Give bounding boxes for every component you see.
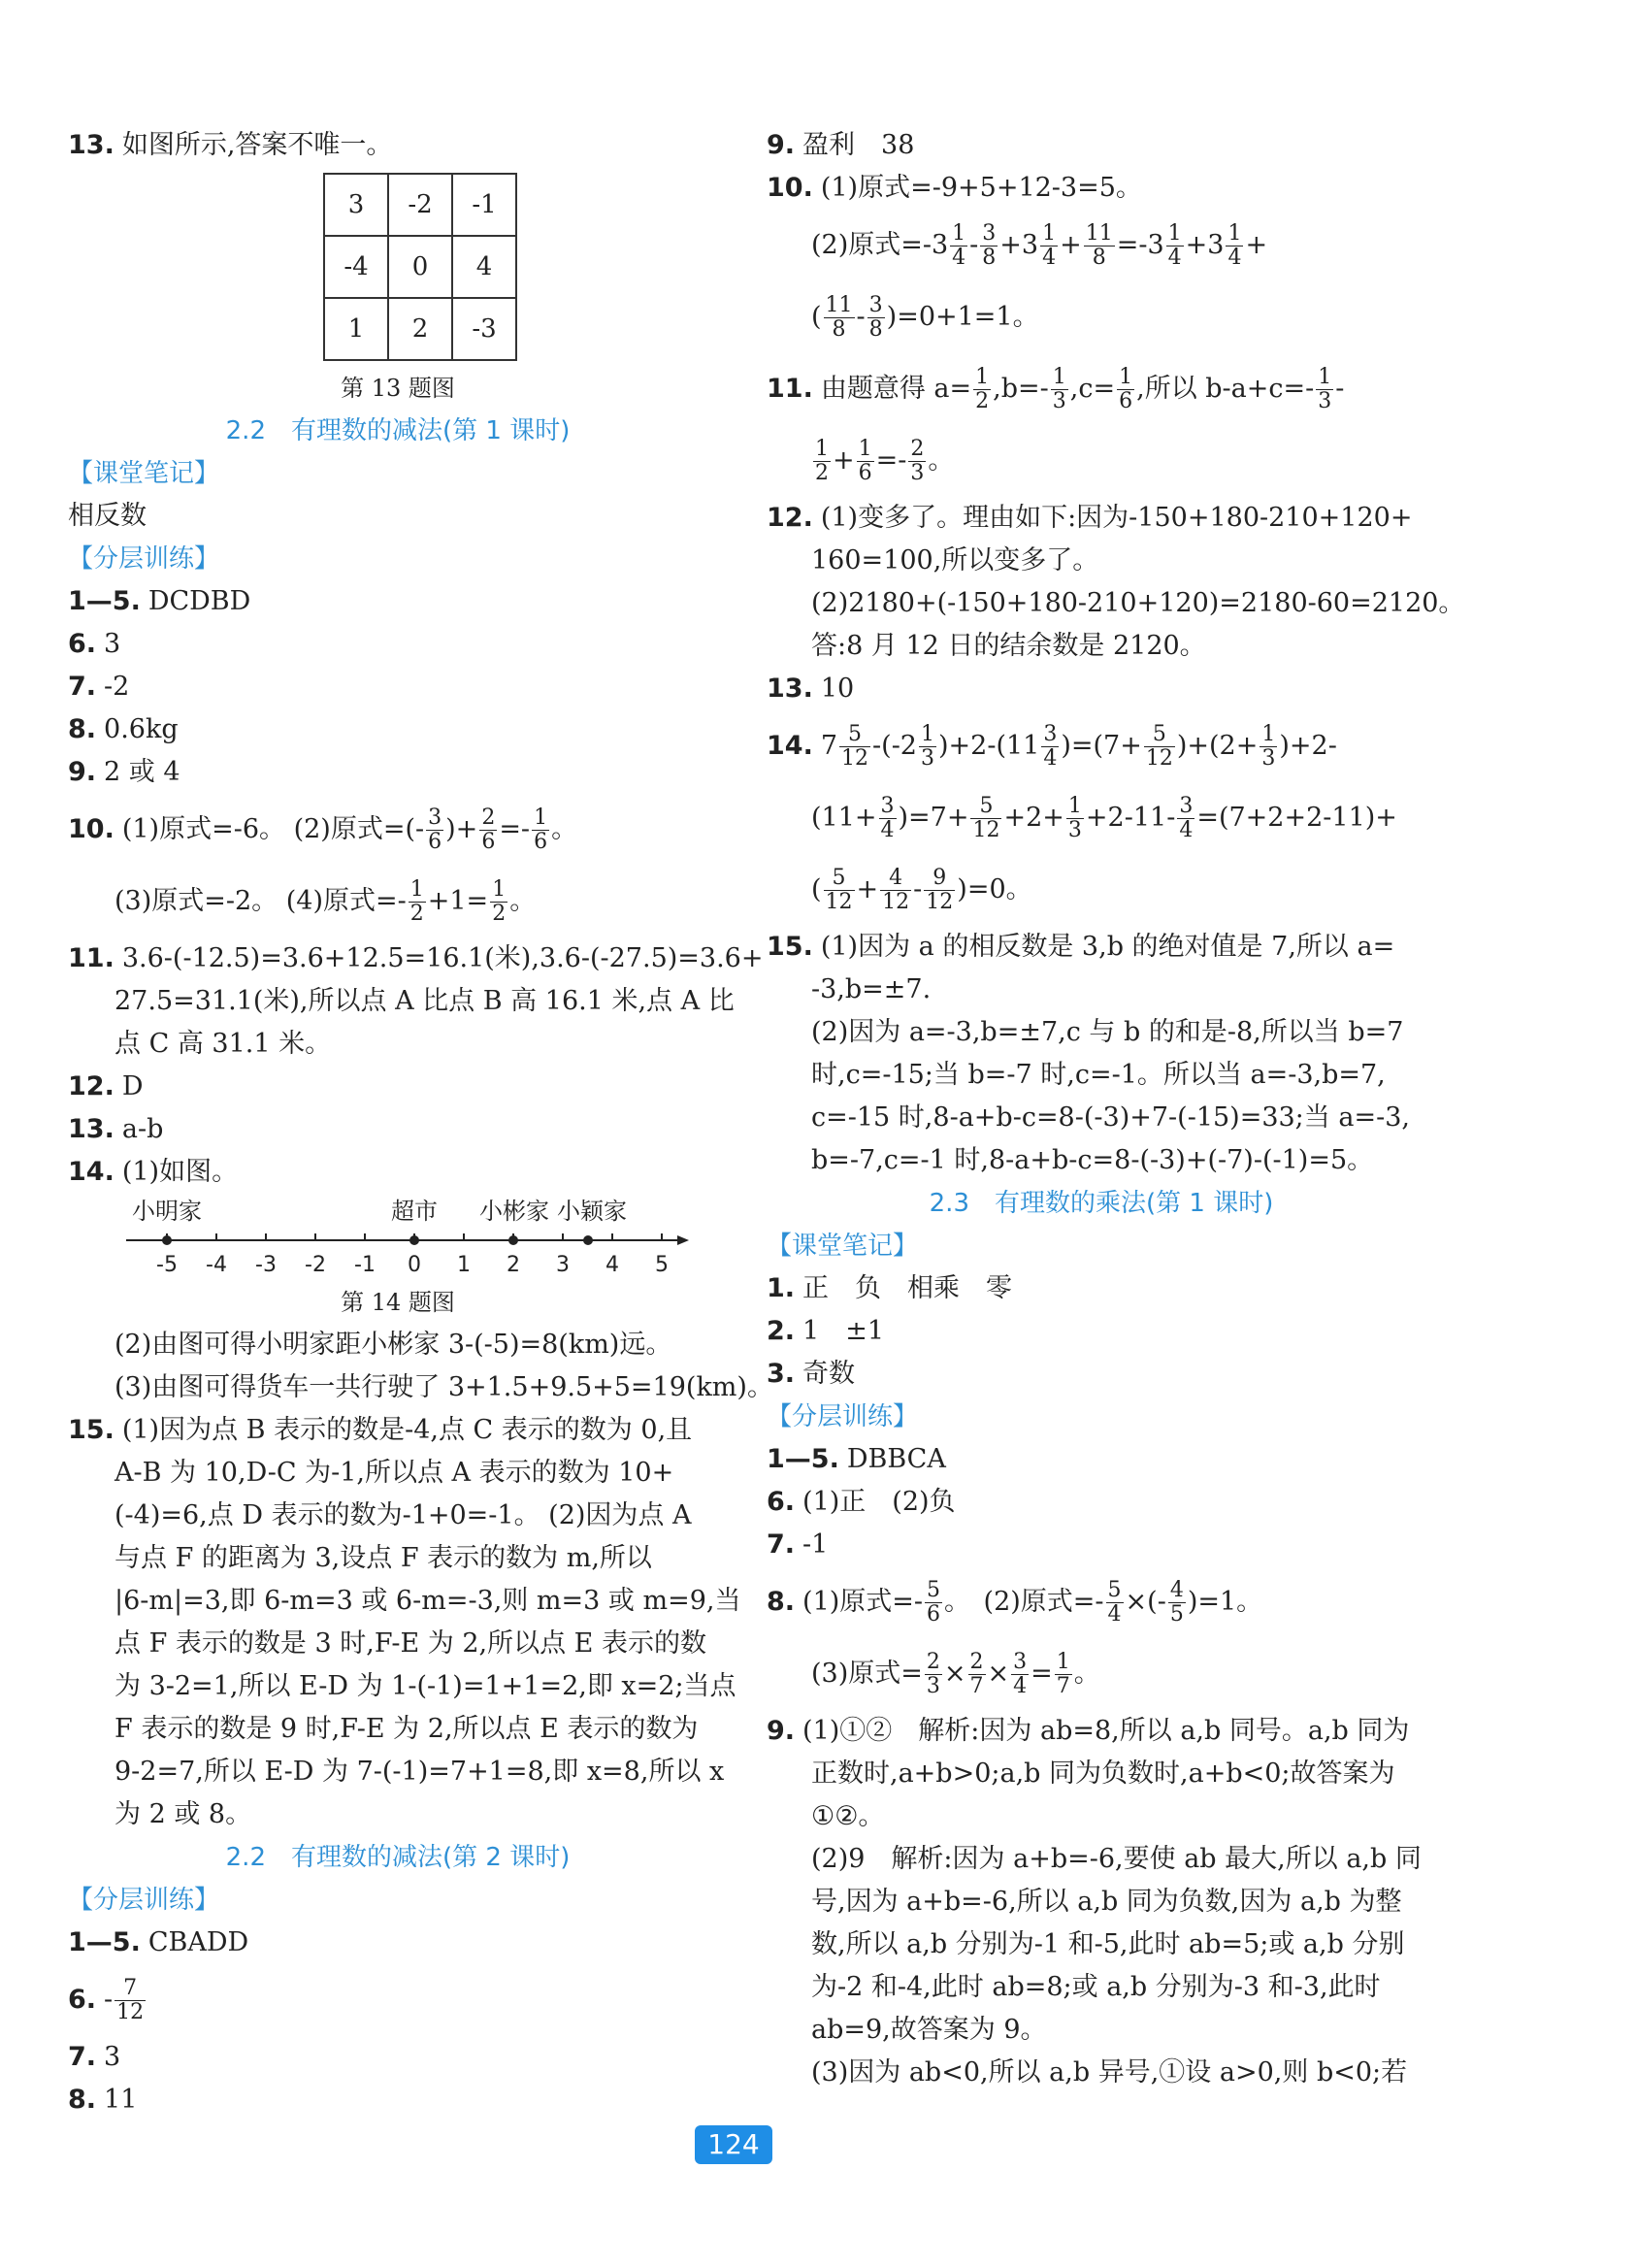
answer-15-line: (-4)=6,点 D 表示的数为-1+0=-1。 (2)因为点 A — [115, 1500, 692, 1530]
answer-12r-line: 答:8 月 12 日的结余数是 2120。 — [811, 631, 1206, 661]
section-title: 2.2 有理数的减法(第 2 课时) — [225, 1843, 571, 1872]
answer-7b: 7. 3 — [68, 2042, 121, 2072]
point-xiaoying — [583, 1235, 593, 1245]
answer-8: 8. 0.6kg — [68, 714, 179, 744]
axis-arrow — [677, 1235, 689, 1245]
fraction: $\frac{1}{3}$ — [921, 722, 934, 771]
label-supermarket: 超市 — [391, 1198, 438, 1225]
grid-cell: 4 — [452, 236, 516, 298]
answer-11-line1: 11. 3.6-(-12.5)=3.6+12.5=16.1(米),3.6-(-27.5)=3.6+ — [68, 943, 764, 973]
answer-6: 6. 3 — [68, 629, 121, 659]
point-xiaoming — [162, 1235, 172, 1245]
tick-label: -4 — [206, 1253, 227, 1277]
answer-15r-line1: 15. (1)因为 a 的相反数是 3,b 的绝对值是 7,所以 a= — [767, 932, 1395, 962]
fraction: $\frac{1}{6}$ — [858, 437, 872, 485]
answer-7: 7. -2 — [68, 672, 130, 702]
answer-12r-line: 160=100,所以变多了。 — [811, 545, 1099, 575]
answer-1-5: 1—5. CBADD — [68, 1927, 249, 1957]
tag-notes: 【课堂笔记】 — [68, 459, 220, 488]
fraction: $\frac{1}{4}$ — [952, 221, 966, 270]
grid-cell: -1 — [452, 174, 516, 236]
point-xiaobin — [508, 1235, 518, 1245]
number-line-figure — [116, 1194, 699, 1281]
notes-answer: 相反数 — [68, 501, 147, 531]
fraction: $\frac{1}{4}$ — [1042, 221, 1057, 270]
fraction: $\frac{5}{12}$ — [1145, 722, 1173, 771]
fraction: $\frac{3}{4}$ — [1043, 722, 1058, 771]
section-title: 2.2 有理数的减法(第 1 课时) — [225, 416, 571, 445]
fraction: $\frac{2}{3}$ — [910, 437, 925, 485]
answer-9r-line: (3)因为 ab<0,所以 a,b 异号,①设 a>0,则 b<0;若 — [811, 2057, 1408, 2087]
answer-15-line: 为 2 或 8。 — [115, 1799, 252, 1829]
fraction: $\frac{2}{7}$ — [969, 1650, 984, 1698]
answer-10r-line2: (2)原式=-3 $\frac{1}{4}$ - $\frac{3}{8}$ +3 $\frac{1}{4}$ + $\frac{11}{8}$ =-3 $\frac{1}{4}$ +3 $\frac{1}{4}$ + — [811, 221, 1268, 270]
fraction: $\frac{1}{3}$ — [1052, 365, 1066, 413]
answer-10-line1: 10. (1)原式=-6。 (2)原式=(- $\frac{3}{6}$ )+ $\frac{2}{6}$ =- $\frac{1}{6}$ 。 — [68, 805, 578, 854]
fraction: $\frac{1}{2}$ — [815, 437, 829, 485]
answer-11-line3: 点 C 高 31.1 米。 — [115, 1029, 332, 1059]
answer-14r-line2: (11+ $\frac{3}{4}$ )=7+ $\frac{5}{12}$ +2+ $\frac{1}{3}$ +2-11- $\frac{3}{4}$ =(7+2+2-11)+ — [811, 794, 1397, 842]
notes-3: 3. 奇数 — [767, 1359, 856, 1389]
answer-9r-line: ①②。 — [811, 1801, 885, 1831]
answer-15-line: A-B 为 10,D-C 为-1,所以点 A 表示的数为 10+ — [115, 1458, 674, 1488]
fraction: $\frac{11}{8}$ — [1085, 221, 1113, 270]
answer-14-line3: (3)由图可得货车一共行驶了 3+1.5+9.5+5=19(km)。 — [115, 1372, 773, 1402]
magic-square-grid — [323, 173, 517, 361]
fraction: $\frac{1}{2}$ — [492, 877, 507, 926]
fraction: $\frac{1}{6}$ — [1119, 365, 1133, 413]
answer-1-5r: 1—5. DBBCA — [767, 1444, 946, 1474]
label-xiaoming: 小明家 — [132, 1198, 202, 1225]
answer-13: 13. 如图所示,答案不唯一。 — [68, 130, 393, 160]
answer-12: 12. D — [68, 1071, 144, 1101]
tag-training: 【分层训练】 — [767, 1402, 919, 1431]
answer-9r-line: 数,所以 a,b 分别为-1 和-5,此时 ab=5;或 a,b 分别 — [811, 1929, 1405, 1959]
fraction: $\frac{3}{8}$ — [982, 221, 997, 270]
grid-cell: 1 — [324, 298, 388, 360]
answer-1-5: 1—5. DCDBD — [68, 586, 251, 616]
fraction: $\frac{3}{4}$ — [1013, 1650, 1028, 1698]
tick-label: 3 — [556, 1253, 570, 1277]
answer-10-line2: (3)原式=-2。 (4)原式=- $\frac{1}{2}$ +1= $\frac{1}{2}$ 。 — [115, 877, 537, 926]
answer-15-line1: 15. (1)因为点 B 表示的数是-4,点 C 表示的数为 0,且 — [68, 1415, 693, 1445]
fraction: $\frac{1}{3}$ — [1067, 794, 1082, 842]
answer-9r-line1: 9. (1)①② 解析:因为 ab=8,所以 a,b 同号。a,b 同为 — [767, 1716, 1410, 1746]
grid-cell: -4 — [324, 236, 388, 298]
answer-13b: 13. a-b — [68, 1114, 164, 1144]
fraction: $\frac{2}{6}$ — [481, 805, 496, 854]
fraction: $\frac{1}{4}$ — [1227, 221, 1242, 270]
tag-training: 【分层训练】 — [68, 544, 220, 574]
fraction: $\frac{4}{5}$ — [1169, 1578, 1184, 1627]
answer-15-line: 9-2=7,所以 E-D 为 7-(-1)=7+1=8,即 x=8,所以 x — [115, 1757, 725, 1787]
answer-8r-line1: 8. (1)原式=- $\frac{5}{6}$ 。 (2)原式=- $\frac{5}{4}$ ×(- $\frac{4}{5}$ )=1。 — [767, 1578, 1263, 1627]
answer-15-line: 为 3-2=1,所以 E-D 为 1-(-1)=1+1=2,即 x=2;当点 — [115, 1671, 736, 1701]
answer-11r-line1: 11. 由题意得 a= $\frac{1}{2}$ ,b=- $\frac{1}{3}$ ,c= $\frac{1}{6}$ ,所以 b-a+c=- $\frac{1}{3}$ - — [767, 365, 1345, 413]
fraction: $\frac{11}{8}$ — [825, 293, 853, 342]
answer-15-line: 与点 F 的距离为 3,设点 F 表示的数为 m,所以 — [115, 1543, 652, 1573]
answer-9r-line: ab=9,故答案为 9。 — [811, 2015, 1047, 2045]
right-column — [767, 124, 1465, 2094]
answer-15r-line: c=-15 时,8-a+b-c=8-(-3)+7-(-15)=33;当 a=-3, — [811, 1102, 1410, 1133]
answer-14-line2: (2)由图可得小明家距小彬家 3-(-5)=8(km)远。 — [115, 1330, 672, 1360]
answer-6r: 6. (1)正 (2)负 — [767, 1487, 956, 1517]
answer-9: 9. 2 或 4 — [68, 757, 180, 787]
fraction: $\frac{1}{2}$ — [409, 877, 424, 926]
tag-training: 【分层训练】 — [68, 1886, 220, 1915]
fraction: $\frac{5}{12}$ — [841, 722, 869, 771]
fraction: $\frac{7}{12}$ — [116, 1976, 145, 2024]
answer-9r-line: 号,因为 a+b=-6,所以 a,b 同为负数,因为 a,b 为整 — [811, 1887, 1402, 1917]
fraction: $\frac{4}{12}$ — [882, 866, 910, 914]
figure-caption-14: 第 14 题图 — [341, 1289, 455, 1316]
tick-label: 2 — [507, 1253, 520, 1277]
section-title: 2.3 有理数的乘法(第 1 课时) — [929, 1189, 1274, 1218]
tag-notes: 【课堂笔记】 — [767, 1232, 919, 1261]
fraction: $\frac{5}{12}$ — [972, 794, 1000, 842]
fraction: $\frac{1}{7}$ — [1056, 1650, 1070, 1698]
grid-cell: -3 — [452, 298, 516, 360]
answer-6b: 6. - $\frac{7}{12}$ — [68, 1976, 145, 2024]
notes-1: 1. 正 负 相乘 零 — [767, 1273, 1013, 1303]
fraction: $\frac{5}{6}$ — [927, 1578, 941, 1627]
answer-15r-line: (2)因为 a=-3,b=±7,c 与 b 的和是-8,所以当 b=7 — [811, 1017, 1404, 1047]
answer-9r-line: (2)9 解析:因为 a+b=-6,要使 ab 最大,所以 a,b 同 — [811, 1844, 1422, 1874]
answer-12r-line1: 12. (1)变多了。理由如下:因为-150+180-210+120+ — [767, 503, 1413, 533]
notes-2: 2. 1 ±1 — [767, 1316, 885, 1346]
answer-8r-line2: (3)原式= $\frac{2}{3}$ × $\frac{2}{7}$ × $\frac{3}{4}$ = $\frac{1}{7}$ 。 — [811, 1650, 1100, 1698]
answer-9r: 9. 盈利 38 — [767, 130, 915, 160]
fraction: $\frac{1}{2}$ — [975, 365, 990, 413]
fraction: $\frac{3}{6}$ — [428, 805, 442, 854]
fraction: $\frac{3}{4}$ — [880, 794, 895, 842]
fraction: $\frac{1}{4}$ — [1167, 221, 1182, 270]
label-xiaoying: 小颖家 — [557, 1198, 627, 1225]
answer-11-line2: 27.5=31.1(米),所以点 A 比点 B 高 16.1 米,点 A 比 — [115, 986, 735, 1016]
answer-11r-line2: $\frac{1}{2}$ + $\frac{1}{6}$ =- $\frac{2}{3}$ 。 — [815, 437, 955, 485]
answer-14r-line1: 14. 7 $\frac{5}{12}$ -(-2 $\frac{1}{3}$ )+2-(11 $\frac{3}{4}$ )=(7+ $\frac{5}{12}$ )+(2+ $\frac{1}{3}$ )+2- — [767, 722, 1337, 771]
answer-15-line: 点 F 表示的数是 3 时,F-E 为 2,所以点 E 表示的数 — [115, 1628, 706, 1659]
answer-13r: 13. 10 — [767, 674, 855, 704]
fraction: $\frac{5}{12}$ — [825, 866, 853, 914]
answer-14-line1: 14. (1)如图。 — [68, 1157, 239, 1187]
answer-9r-line: 正数时,a+b>0;a,b 同为负数时,a+b<0;故答案为 — [811, 1759, 1395, 1789]
point-supermarket — [409, 1235, 419, 1245]
answer-15r-line: b=-7,c=-1 时,8-a+b-c=8-(-3)+(-7)-(-1)=5。 — [811, 1145, 1374, 1175]
tick-label: -2 — [305, 1253, 326, 1277]
answer-7r: 7. -1 — [767, 1529, 829, 1560]
answer-12r-line: (2)2180+(-150+180-210+120)=2180-60=2120。 — [811, 588, 1465, 618]
tick-label: 4 — [605, 1253, 619, 1277]
grid-cell: 3 — [324, 174, 388, 236]
answer-10r-line3: ( $\frac{11}{8}$ - $\frac{3}{8}$ )=0+1=1。 — [811, 293, 1039, 342]
tick-label: -3 — [255, 1253, 277, 1277]
fraction: $\frac{3}{8}$ — [868, 293, 883, 342]
tick-label: -5 — [156, 1253, 178, 1277]
page-number: 124 — [695, 2125, 772, 2164]
answer-15-line: F 表示的数是 9 时,F-E 为 2,所以点 E 表示的数为 — [115, 1714, 699, 1744]
tick-label: 1 — [457, 1253, 471, 1277]
fraction: $\frac{1}{6}$ — [534, 805, 548, 854]
fraction: $\frac{5}{4}$ — [1107, 1578, 1122, 1627]
answer-15-line: |6-m|=3,即 6-m=3 或 6-m=-3,则 m=3 或 m=9,当 — [115, 1586, 741, 1616]
left-column — [68, 124, 773, 2121]
tick-label: -1 — [354, 1253, 376, 1277]
fraction: $\frac{3}{4}$ — [1179, 794, 1194, 842]
figure-caption-13: 第 13 题图 — [341, 375, 455, 402]
grid-cell: -2 — [388, 174, 452, 236]
fraction: $\frac{1}{3}$ — [1318, 365, 1332, 413]
fraction: $\frac{1}{3}$ — [1261, 722, 1276, 771]
answer-9r-line: 为-2 和-4,此时 ab=8;或 a,b 分别为-3 和-3,此时 — [811, 1972, 1381, 2002]
answer-15r-line: -3,b=±7. — [811, 974, 932, 1004]
grid-cell: 2 — [388, 298, 452, 360]
answer-8b: 8. 11 — [68, 2085, 138, 2115]
tick-label: 5 — [655, 1253, 669, 1277]
label-xiaobin: 小彬家 — [479, 1198, 549, 1225]
answer-15r-line: 时,c=-15;当 b=-7 时,c=-1。所以当 a=-3,b=7, — [811, 1060, 1386, 1090]
answer-14r-line3: ( $\frac{5}{12}$ + $\frac{4}{12}$ - $\frac{9}{12}$ )=0。 — [811, 866, 1032, 914]
tick-label: 0 — [408, 1253, 421, 1277]
answer-10r-line1: 10. (1)原式=-9+5+12-3=5。 — [767, 173, 1142, 203]
grid-cell: 0 — [388, 236, 452, 298]
fraction: $\frac{9}{12}$ — [926, 866, 954, 914]
fraction: $\frac{2}{3}$ — [926, 1650, 940, 1698]
